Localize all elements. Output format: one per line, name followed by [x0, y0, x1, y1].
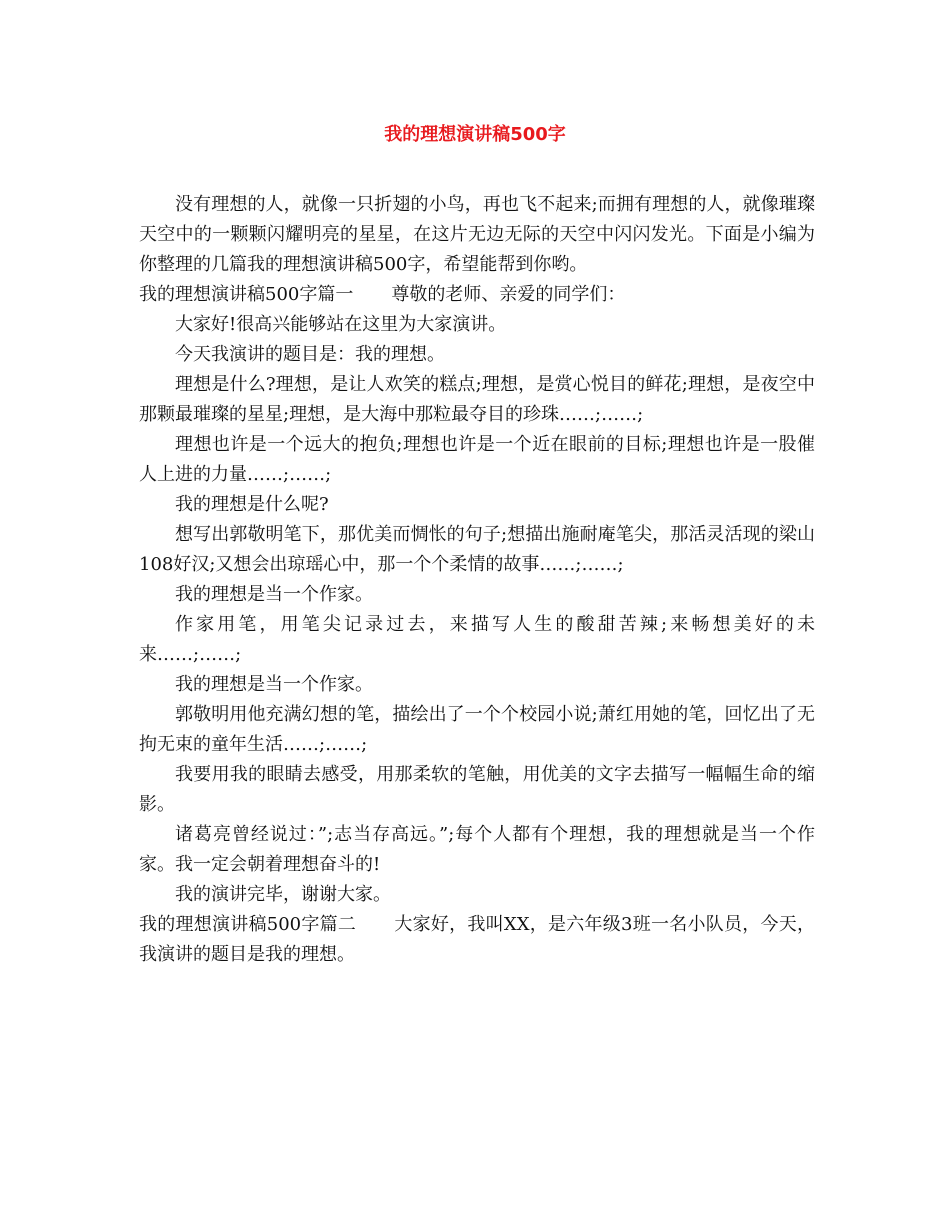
document-body — [139, 190, 815, 970]
section-2-text: 大家好，我叫XX，是六年级3班一名小队员，今天，我演讲的题目是我的理想。 — [139, 914, 815, 965]
body-paragraph: 我的理想是当一个作家。 — [175, 584, 373, 605]
section-2-heading: 我的理想演讲稿500字篇二 — [139, 914, 357, 935]
section-1-salutation: 尊敬的老师、亲爱的同学们： — [391, 284, 626, 305]
body-paragraph: 大家好!很高兴能够站在这里为大家演讲。 — [175, 314, 507, 335]
intro-paragraph: 没有理想的人，就像一只折翅的小鸟，再也飞不起来;而拥有理想的人，就像璀璨天空中的一颗颗闪耀明亮的星星，在这片无边无际的天空中闪闪发光。下面是小编为你整理的几篇我的理想演讲稿500字，希望能帮到你哟。 — [139, 194, 815, 275]
section-2-line — [139, 910, 815, 970]
section-1-heading: 我的理想演讲稿500字篇一 — [139, 284, 354, 305]
body-paragraph: 我的理想是当一个作家。 — [175, 674, 373, 695]
body-paragraph: 我的理想是什么呢? — [175, 494, 329, 515]
body-paragraph: 郭敬明用他充满幻想的笔，描绘出了一个个校园小说;萧红用她的笔，回忆出了无拘无束的童年生活……;……; — [139, 704, 815, 755]
body-paragraph: 诸葛亮曾经说过：”;志当存高远。”;每个人都有个理想，我的理想就是当一个作家。我一定会朝着理想奋斗的! — [139, 824, 815, 875]
body-paragraph: 理想是什么?理想，是让人欢笑的糕点;理想，是赏心悦目的鲜花;理想，是夜空中那颗最璀璨的星星;理想，是大海中那粒最夺目的珍珠……;……; — [139, 374, 815, 425]
body-paragraph: 今天我演讲的题目是：我的理想。 — [175, 344, 445, 365]
body-paragraph: 作家用笔，用笔尖记录过去，来描写人生的酸甜苦辣;来畅想美好的未来……;……; — [139, 614, 815, 665]
document-title: 我的理想演讲稿500字 — [384, 124, 566, 145]
body-paragraph: 理想也许是一个远大的抱负;理想也许是一个近在眼前的目标;理想也许是一股催人上进的力量……;……; — [139, 434, 815, 485]
body-paragraph: 我要用我的眼睛去感受，用那柔软的笔触，用优美的文字去描写一幅幅生命的缩影。 — [139, 764, 815, 815]
section-1-line — [139, 280, 815, 310]
body-paragraph: 想写出郭敬明笔下，那优美而惆怅的句子;想描出施耐庵笔尖，那活灵活现的梁山108好汉;又想会出琼瑶心中，那一个个柔情的故事……;……; — [139, 524, 815, 575]
body-paragraph: 我的演讲完毕，谢谢大家。 — [175, 884, 391, 905]
